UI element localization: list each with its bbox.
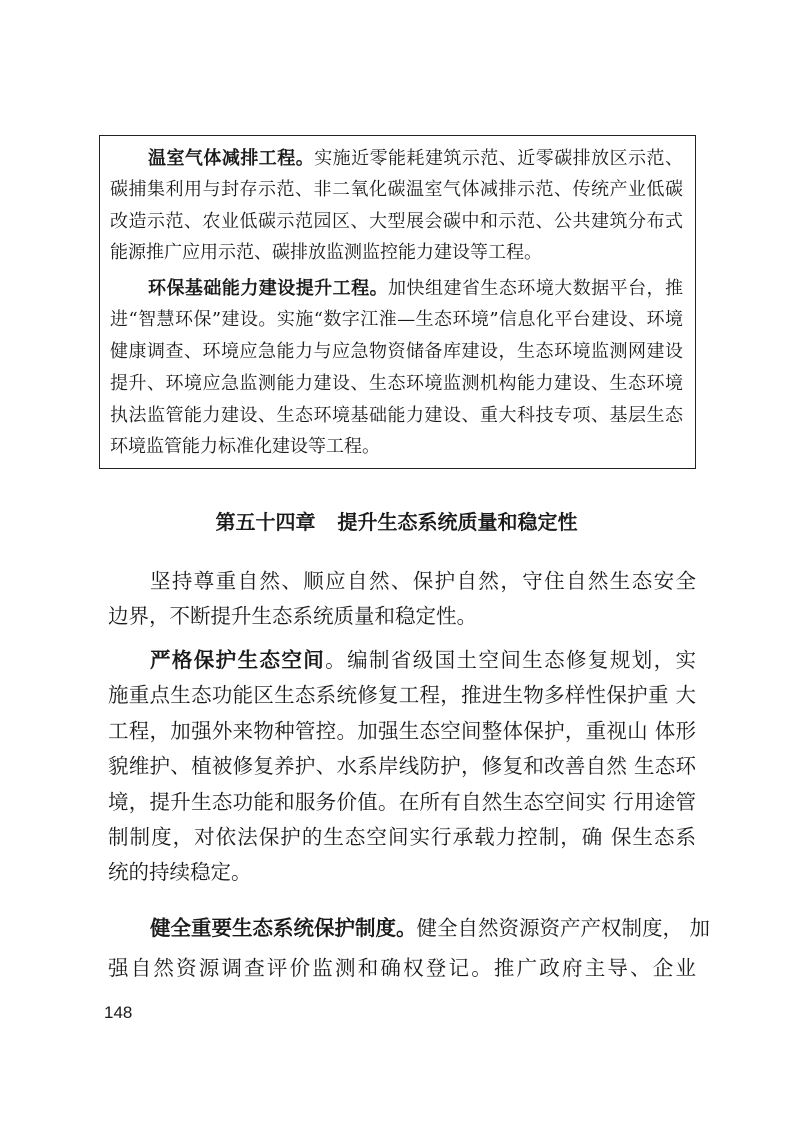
- box-p1-line-2: 碳捕集利用与封存示范、非二氧化碳温室气体减排示范、传统产业低碳: [110, 179, 683, 200]
- box-p2-line-3: 健康调查、环境应急能力与应急物资储备库建设，生态环境监测网建设: [110, 341, 683, 362]
- box-p1-line-4: 能源推广应用示范、碳排放监测监控能力建设等工程。: [110, 242, 542, 263]
- intro-line-1: 坚持尊重自然、顺应自然、保护自然，守住自然生态安全: [150, 569, 696, 593]
- box-p1-title: 温室气体减排工程。: [148, 148, 315, 169]
- box-p1-line-1: 温室气体减排工程。实施近零能耗建筑示范、近零碳排放区示范、: [148, 148, 684, 169]
- s1-line-4: 貌维护、植被修复养护、水系岸线防护，修复和改善自然 生态环: [108, 754, 696, 778]
- box-p2-line-2: 进“智慧环保”建设。实施“数字江淮—生态环境”信息化平台建设、环境: [110, 309, 683, 330]
- s1-line-1: 严格保护生态空间。编制省级国土空间生态修复规划，实: [150, 648, 697, 672]
- s1-line-2: 施重点生态功能区生态系统修复工程，推进生物多样性保护重 大: [108, 683, 696, 707]
- chapter-heading: [0, 508, 793, 536]
- box-p2-line-5: 执法监管能力建设、生态环境基础能力建设、重大科技专项、基层生态: [110, 405, 683, 426]
- project-box: [99, 135, 696, 469]
- s1-line-7: 统的持续稳定。: [108, 860, 252, 884]
- s1-line-3: 工程，加强外来物种管控。加强生态空间整体保护，重视山 体形: [108, 719, 696, 743]
- box-p2-line-1: 环保基础能力建设提升工程。加快组建省生态环境大数据平台，推: [148, 278, 684, 299]
- box-p1-line-3: 改造示范、农业低碳示范园区、大型展会碳中和示范、公共建筑分布式: [110, 211, 683, 232]
- s1-title: 严格保护生态空间: [150, 648, 326, 672]
- s1-line-5: 境，提升生态功能和服务价值。在所有自然生态空间实 行用途管: [108, 790, 696, 814]
- chapter-title: 提升生态系统质量和稳定性: [337, 510, 578, 534]
- s2-line-1: 健全重要生态系统保护制度。健全自然资源资产产权制度， 加: [150, 916, 711, 940]
- box-p2-line-6: 环境监管能力标准化建设等工程。: [110, 436, 380, 457]
- intro-line-2: 边界，不断提升生态系统质量和稳定性。: [108, 604, 477, 628]
- s2-title: 健全重要生态系统保护制度。: [150, 916, 417, 940]
- box-p2-title: 环保基础能力建设提升工程。: [148, 278, 389, 299]
- s2-line-2: 强自然资源调查评价监测和确权登记。推广政府主导、企业: [108, 956, 696, 980]
- box-p2-line-4: 提升、环境应急监测能力建设、生态环境监测机构能力建设、生态环境: [110, 373, 683, 394]
- s1-line-6: 制制度，对依法保护的生态空间实行承载力控制，确 保生态系: [108, 825, 696, 849]
- page-number: 148: [104, 1003, 133, 1022]
- chapter-number: 第五十四章: [215, 510, 316, 534]
